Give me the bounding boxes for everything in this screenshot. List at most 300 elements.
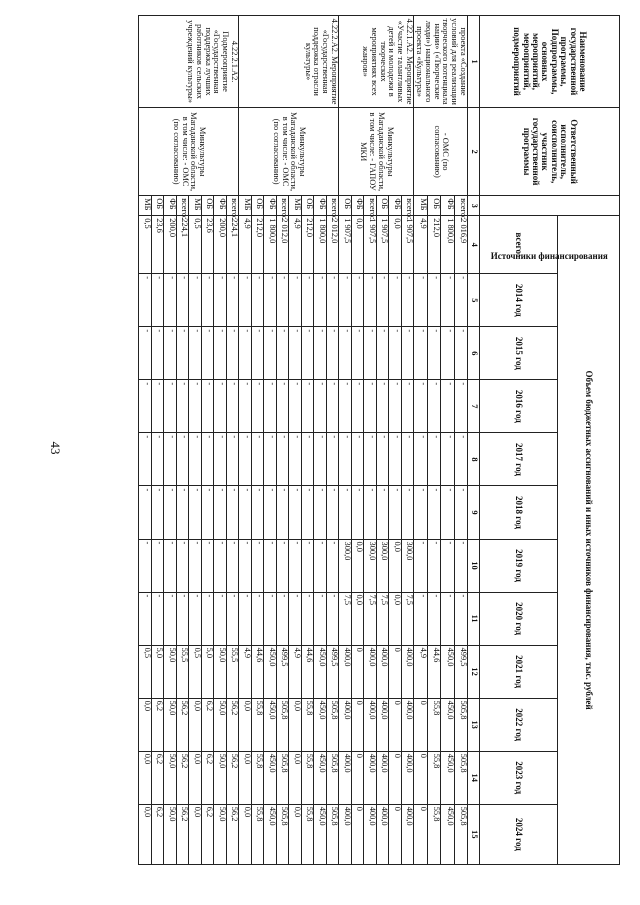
year-value-cell: 0,0 [389,539,402,592]
year-value-cell: - [151,539,164,592]
year-value-cell: - [251,592,264,645]
column-index: 6 [468,327,480,380]
year-value-cell: - [226,327,239,380]
year-value-cell: 450,0 [264,698,277,751]
year-value-cell: - [427,380,440,433]
total-value-cell: 4,9 [239,216,252,274]
header-year: 2023 год [480,751,558,804]
year-value-cell: 0,0 [239,804,252,864]
year-value-cell: 0,0 [139,698,152,751]
year-value-cell: 56,2 [176,804,189,864]
total-value-cell: 0,0 [389,216,402,274]
column-index: 14 [468,751,480,804]
year-value-cell: 0,5 [139,645,152,698]
year-value-cell: - [339,327,352,380]
source-cell: МБ [414,196,427,216]
year-value-cell: - [201,327,214,380]
year-value-cell: - [401,486,414,539]
year-value-cell: - [276,539,289,592]
year-value-cell: - [151,380,164,433]
year-value-cell: 400,0 [376,804,389,864]
column-index: 3 [468,196,480,216]
executor-cell: - ОМС (по согласованию) [414,108,468,196]
year-value-cell: 505,8 [276,751,289,804]
year-value-cell: 56,2 [176,751,189,804]
year-value-cell: - [164,433,177,486]
column-index: 15 [468,804,480,864]
year-value-cell: 0,0 [289,804,302,864]
year-value-cell: - [414,539,427,592]
year-value-cell: 0,0 [289,751,302,804]
year-value-cell: - [214,486,227,539]
column-index: 13 [468,698,480,751]
year-value-cell: - [264,433,277,486]
year-value-cell: - [414,433,427,486]
year-value-cell: 50,0 [164,751,177,804]
year-value-cell: 0,0 [139,804,152,864]
total-value-cell: 4,9 [289,216,302,274]
year-value-cell: - [389,486,402,539]
year-value-cell: - [427,592,440,645]
year-value-cell: 56,2 [176,698,189,751]
year-value-cell: 400,0 [401,645,414,698]
year-value-cell: 0 [351,804,364,864]
year-value-cell: - [351,274,364,327]
year-value-cell: - [339,486,352,539]
total-value-cell: 212,0 [427,216,440,274]
year-value-cell: - [427,433,440,486]
total-value-cell: 200,0 [164,216,177,274]
year-value-cell: - [414,592,427,645]
year-value-cell: - [176,380,189,433]
year-value-cell: 400,0 [339,645,352,698]
year-value-cell: - [239,327,252,380]
column-index: 2 [468,108,480,196]
year-value-cell: - [164,592,177,645]
executor-cell: Минкультуры Магаданской области, в том числе: - ГАПОУ МКИ [339,108,414,196]
year-value-cell: - [239,380,252,433]
year-value-cell: 55,8 [427,751,440,804]
total-value-cell: 224,1 [226,216,239,274]
year-value-cell: 4,9 [289,645,302,698]
source-cell: всего: [326,196,339,216]
total-value-cell: 212,0 [251,216,264,274]
year-value-cell: 6,2 [201,698,214,751]
header-year: 2017 год [480,433,558,486]
executor-cell: Минкультуры Магаданской области, в том числе: - ОМС (по согласованию) [139,108,239,196]
year-value-cell: - [214,274,227,327]
year-value-cell: - [364,486,377,539]
year-value-cell: 400,0 [364,751,377,804]
year-value-cell: - [301,486,314,539]
year-value-cell: - [376,274,389,327]
header-year: 2015 год [480,327,558,380]
year-value-cell: 0 [414,698,427,751]
year-value-cell: - [276,486,289,539]
header-year: 2022 год [480,698,558,751]
year-value-cell: 55,8 [427,804,440,864]
year-value-cell: 0,0 [289,698,302,751]
year-value-cell: 505,8 [326,804,339,864]
year-value-cell: 0,0 [189,751,202,804]
source-cell: ОБ [151,196,164,216]
total-value-cell: 0,5 [139,216,152,274]
year-value-cell: - [301,274,314,327]
year-value-cell: 0,0 [351,592,364,645]
year-value-cell: - [301,380,314,433]
year-value-cell: - [441,433,454,486]
year-value-cell: - [151,486,164,539]
year-value-cell: - [454,486,467,539]
year-value-cell: - [164,486,177,539]
table-body [139,16,468,865]
year-value-cell: 0 [389,751,402,804]
year-value-cell: 450,0 [264,645,277,698]
year-value-cell: - [264,486,277,539]
year-value-cell: 0,0 [389,592,402,645]
year-value-cell: - [189,327,202,380]
total-value-cell: 0,0 [351,216,364,274]
year-value-cell: - [251,380,264,433]
year-value-cell: 400,0 [364,645,377,698]
year-value-cell: 55,8 [251,698,264,751]
year-value-cell: 450,0 [314,804,327,864]
table-row [226,16,239,865]
year-value-cell: - [376,433,389,486]
header-executor: Ответственный исполнитель, соисполнитель, участник государственной программы [480,108,620,196]
year-value-cell: 0 [389,645,402,698]
year-value-cell: - [314,486,327,539]
year-value-cell: 4,9 [414,645,427,698]
year-value-cell: 5,0 [201,645,214,698]
year-value-cell: - [351,327,364,380]
year-value-cell: 400,0 [339,698,352,751]
year-value-cell: - [414,486,427,539]
year-value-cell: - [201,592,214,645]
year-value-cell: - [139,327,152,380]
source-cell: МБ [189,196,202,216]
total-value-cell: 212,0 [301,216,314,274]
year-value-cell: - [401,274,414,327]
source-cell: ФБ [389,196,402,216]
year-value-cell: - [164,327,177,380]
column-index: 12 [468,645,480,698]
year-value-cell: - [364,274,377,327]
source-cell: ОБ [301,196,314,216]
year-value-cell: - [214,380,227,433]
year-value-cell: - [226,539,239,592]
program-name-cell: 4.22.2.1.А2. Подмероприятие «Государственная поддержка лучших работников сельских учреждений культуры» [139,16,239,108]
column-index: 5 [468,274,480,327]
year-value-cell: 0,0 [189,804,202,864]
year-value-cell: 50,0 [214,751,227,804]
year-value-cell: - [441,592,454,645]
year-value-cell: - [276,327,289,380]
year-value-cell: 450,0 [264,804,277,864]
header-total: всего: [480,216,558,274]
year-value-cell: - [251,539,264,592]
year-value-cell: - [251,274,264,327]
year-value-cell: - [151,274,164,327]
year-value-cell: 505,8 [276,698,289,751]
year-value-cell: - [189,433,202,486]
year-value-cell: - [339,380,352,433]
year-value-cell: 450,0 [441,751,454,804]
year-value-cell: - [276,274,289,327]
year-value-cell: 50,0 [164,645,177,698]
header-name: Наименование государственной программы, Подпрограммы, основных мероприятий, мероприятий, подмероприятий [480,16,620,108]
year-value-cell: 44,6 [427,645,440,698]
year-value-cell: 6,2 [151,698,164,751]
year-value-cell: - [351,433,364,486]
source-cell: ФБ [314,196,327,216]
year-value-cell: 44,6 [251,645,264,698]
year-value-cell: - [214,327,227,380]
program-name-cell: проекта «Создание условий для реализации творческого потенциала нации» («Творческие люди») национального проекта «Культура» [414,16,468,108]
year-value-cell: 44,6 [301,645,314,698]
year-value-cell: - [289,327,302,380]
year-value-cell: - [301,433,314,486]
total-value-cell: 2 012,0 [326,216,339,274]
year-value-cell: 400,0 [401,804,414,864]
year-value-cell: 499,5 [454,645,467,698]
year-value-cell: - [389,433,402,486]
year-value-cell: 400,0 [401,751,414,804]
year-value-cell: - [226,433,239,486]
year-value-cell: - [276,433,289,486]
year-value-cell: 400,0 [364,804,377,864]
year-value-cell: - [314,327,327,380]
header-year: 2019 год [480,539,558,592]
year-value-cell: - [214,539,227,592]
year-value-cell: - [289,592,302,645]
year-value-cell: 55,8 [251,804,264,864]
year-value-cell: - [189,486,202,539]
year-value-cell: 450,0 [314,698,327,751]
year-value-cell: 400,0 [376,698,389,751]
year-value-cell: 0,0 [139,751,152,804]
year-value-cell: - [441,539,454,592]
year-value-cell: - [214,592,227,645]
year-value-cell: 6,2 [201,804,214,864]
rotated-table-container [40,15,620,865]
program-name-cell: 4.22.1.А2. Мероприятие «Участие талантливых детей и молодежи в творческих мероприятиях всех жанров» [339,16,414,108]
year-value-cell: - [139,274,152,327]
year-value-cell: 55,8 [427,698,440,751]
year-value-cell: - [389,274,402,327]
year-value-cell: - [414,327,427,380]
year-value-cell: - [239,486,252,539]
year-value-cell: 56,2 [226,698,239,751]
year-value-cell: 450,0 [441,804,454,864]
year-value-cell: 55,5 [226,645,239,698]
year-value-cell: - [441,274,454,327]
source-cell: ОБ [201,196,214,216]
year-value-cell: - [176,486,189,539]
year-value-cell: - [441,327,454,380]
year-value-cell: - [189,380,202,433]
year-value-cell: 0,5 [189,645,202,698]
year-value-cell: - [389,380,402,433]
year-value-cell: - [364,433,377,486]
source-cell: МБ [139,196,152,216]
column-index: 8 [468,433,480,486]
year-value-cell: - [176,327,189,380]
year-value-cell: - [239,433,252,486]
year-value-cell: - [427,539,440,592]
year-value-cell: - [276,592,289,645]
year-value-cell: - [214,433,227,486]
column-index: 1 [468,16,480,108]
column-index: 4 [468,216,480,274]
source-cell: всего: [276,196,289,216]
header-year: 2021 год [480,645,558,698]
year-value-cell: - [364,327,377,380]
year-value-cell: 55,8 [301,804,314,864]
year-value-cell: - [189,274,202,327]
total-value-cell: 1 907,5 [401,216,414,274]
column-index-row [468,16,480,865]
year-value-cell: - [239,592,252,645]
year-value-cell: - [414,380,427,433]
total-value-cell: 23,6 [151,216,164,274]
year-value-cell: - [151,433,164,486]
year-value-cell: 6,2 [151,804,164,864]
year-value-cell: - [401,380,414,433]
year-value-cell: - [251,486,264,539]
year-value-cell: 0,0 [351,539,364,592]
year-value-cell: - [289,539,302,592]
year-value-cell: 400,0 [364,698,377,751]
year-value-cell: 0 [414,804,427,864]
header-source-text: Источники финансирования [491,250,608,261]
year-value-cell: - [251,433,264,486]
page-number: 43 [48,441,63,455]
source-cell: ФБ [214,196,227,216]
year-value-cell: - [239,539,252,592]
year-value-cell: - [164,274,177,327]
year-value-cell: 0 [414,751,427,804]
year-value-cell: - [376,327,389,380]
column-index: 10 [468,539,480,592]
year-value-cell: 6,2 [151,751,164,804]
year-value-cell: - [441,380,454,433]
year-value-cell: - [151,592,164,645]
header-year: 2018 год [480,486,558,539]
year-value-cell: 450,0 [441,698,454,751]
year-value-cell: - [264,592,277,645]
year-value-cell: - [139,380,152,433]
year-value-cell: 450,0 [314,645,327,698]
total-value-cell: 1 907,5 [339,216,352,274]
year-value-cell: 505,8 [454,698,467,751]
year-value-cell: 7,5 [401,592,414,645]
year-value-cell: 0 [351,751,364,804]
year-value-cell: - [176,433,189,486]
year-value-cell: 0 [389,804,402,864]
source-cell: всего: [364,196,377,216]
year-value-cell: 300,0 [339,539,352,592]
year-value-cell: - [427,274,440,327]
year-value-cell: 0,0 [239,751,252,804]
year-value-cell: 505,8 [454,751,467,804]
year-value-cell: - [176,539,189,592]
year-value-cell: - [314,433,327,486]
year-value-cell: - [276,380,289,433]
column-index: 11 [468,592,480,645]
year-value-cell: - [339,433,352,486]
year-value-cell: - [289,433,302,486]
year-value-cell: - [401,433,414,486]
year-value-cell: - [427,327,440,380]
year-value-cell: - [401,327,414,380]
year-value-cell: 400,0 [339,804,352,864]
year-value-cell: - [314,380,327,433]
header-year: 2016 год [480,380,558,433]
year-value-cell: 55,8 [301,698,314,751]
total-value-cell: 0,5 [189,216,202,274]
executor-cell: Минкультуры Магаданской области, в том числе: - ОМС (по согласованию) [239,108,339,196]
header-year: 2024 год [480,804,558,864]
year-value-cell: 450,0 [314,751,327,804]
source-cell: ОБ [251,196,264,216]
header-year: 2020 год [480,592,558,645]
table-row [401,16,414,865]
year-value-cell: - [176,274,189,327]
year-value-cell: - [226,486,239,539]
year-value-cell: - [364,380,377,433]
source-cell: всего: [401,196,414,216]
year-value-cell: 56,2 [226,751,239,804]
year-value-cell: - [264,327,277,380]
year-value-cell: - [326,274,339,327]
year-value-cell: 50,0 [164,698,177,751]
year-value-cell: - [454,327,467,380]
year-value-cell: 7,5 [339,592,352,645]
year-value-cell: - [376,380,389,433]
year-value-cell: - [139,592,152,645]
year-value-cell: - [226,274,239,327]
financing-table [138,15,620,865]
year-value-cell: - [289,380,302,433]
year-value-cell: 300,0 [376,539,389,592]
total-value-cell: 1 907,5 [376,216,389,274]
total-value-cell: 4,9 [414,216,427,274]
table-row [454,16,467,865]
source-cell: ФБ [264,196,277,216]
year-value-cell: - [414,274,427,327]
year-value-cell: - [454,592,467,645]
year-value-cell: - [226,592,239,645]
year-value-cell: 50,0 [214,698,227,751]
source-cell: ФБ [351,196,364,216]
source-cell: ОБ [427,196,440,216]
year-value-cell: - [314,274,327,327]
year-value-cell: 450,0 [264,751,277,804]
year-value-cell: - [454,380,467,433]
source-cell: всего: [226,196,239,216]
year-value-cell: 400,0 [376,645,389,698]
year-value-cell: - [201,539,214,592]
year-value-cell: - [251,327,264,380]
year-value-cell: - [264,539,277,592]
year-value-cell: - [441,486,454,539]
year-value-cell: - [189,539,202,592]
total-value-cell: 1 800,0 [314,216,327,274]
year-value-cell: 56,2 [226,804,239,864]
year-value-cell: - [201,274,214,327]
source-cell: ФБ [441,196,454,216]
